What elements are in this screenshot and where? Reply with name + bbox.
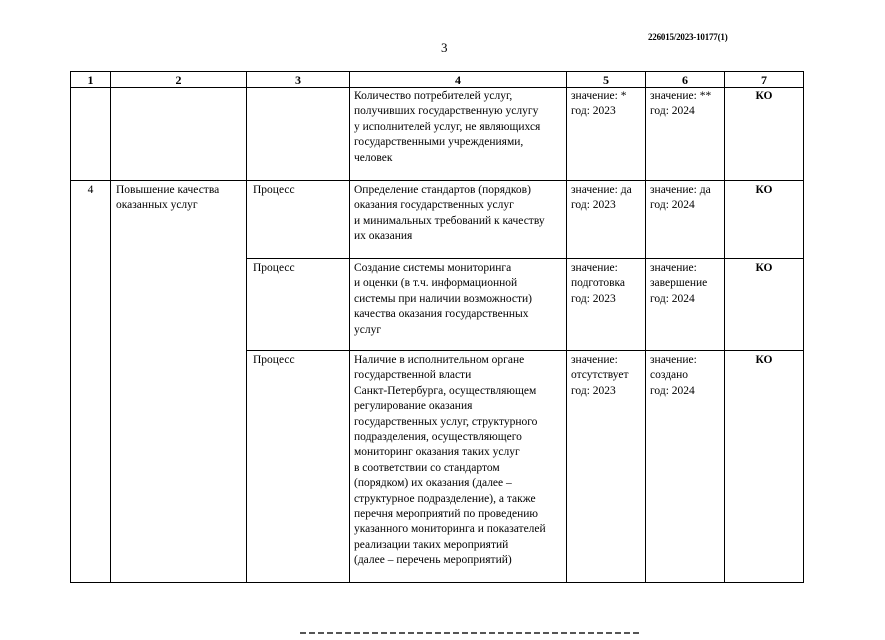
indicator-description: Количество потребителей услуг, получивших государственную услугу у исполнителей услуг, не являющихся государственными учреждениями, человек <box>354 90 541 164</box>
baseline-value: значение: подготовка год: 2023 <box>571 262 626 305</box>
column-header-5: 5 <box>603 73 609 87</box>
column-header-6: 6 <box>682 73 688 87</box>
target-value: значение: да год: 2024 <box>650 184 711 212</box>
target-value: значение: ** год: 2024 <box>650 90 712 118</box>
subrow-divider <box>247 258 803 259</box>
indicator-description: Наличие в исполнительном органе государственной власти Санкт-Петербурга, осуществляющем регулирование оказания государственных услуг, структурного подразделения, осуществляющего мониторинг оказания таких услуг в соответствии со стандартом (порядком) их оказания (далее – структурное подразделение), а также перечня мероприятий по проведению указанного мониторинга и показателей реализации таких мероприятий (далее – перечень мероприятий) <box>354 354 546 567</box>
column-divider <box>566 72 567 582</box>
subrow-divider <box>247 350 803 351</box>
row-divider <box>71 180 803 181</box>
column-divider <box>724 72 725 582</box>
indicator-description: Создание системы мониторинга и оценки (в т.ч. информационной системы при наличии возможности) качества оказания государственных услуг <box>354 262 532 336</box>
column-header-2: 2 <box>175 73 182 87</box>
page-number: 3 <box>441 40 448 55</box>
responsible-code: КО <box>755 184 773 196</box>
row-title: Повышение качества оказанных услуг <box>116 184 220 212</box>
column-header-1: 1 <box>87 73 94 87</box>
document-id: 226015/2023-10177(1) <box>648 32 728 42</box>
baseline-value: значение: * год: 2023 <box>571 90 627 118</box>
indicator-type: Процесс <box>253 354 295 366</box>
column-header-3: 3 <box>295 73 301 87</box>
indicator-description: Определение стандартов (порядков) оказания государственных услуг и минимальных требований к качеству их оказания <box>354 184 545 243</box>
column-divider <box>349 72 350 582</box>
row-number: 4 <box>87 184 94 196</box>
column-divider <box>246 72 247 582</box>
baseline-value: значение: да год: 2023 <box>571 184 632 212</box>
requirements-table <box>70 71 804 583</box>
responsible-code: КО <box>755 90 773 102</box>
column-divider <box>645 72 646 582</box>
column-header-7: 7 <box>761 73 767 87</box>
target-value: значение: создано год: 2024 <box>650 354 697 397</box>
target-value: значение: завершение год: 2024 <box>650 262 708 305</box>
baseline-value: значение: отсутствует год: 2023 <box>571 354 629 397</box>
indicator-type: Процесс <box>253 184 295 196</box>
column-header-4: 4 <box>455 73 461 87</box>
column-divider <box>110 72 111 582</box>
footer-rule <box>300 632 640 634</box>
responsible-code: КО <box>755 354 773 366</box>
indicator-type: Процесс <box>253 262 295 274</box>
responsible-code: КО <box>755 262 773 274</box>
